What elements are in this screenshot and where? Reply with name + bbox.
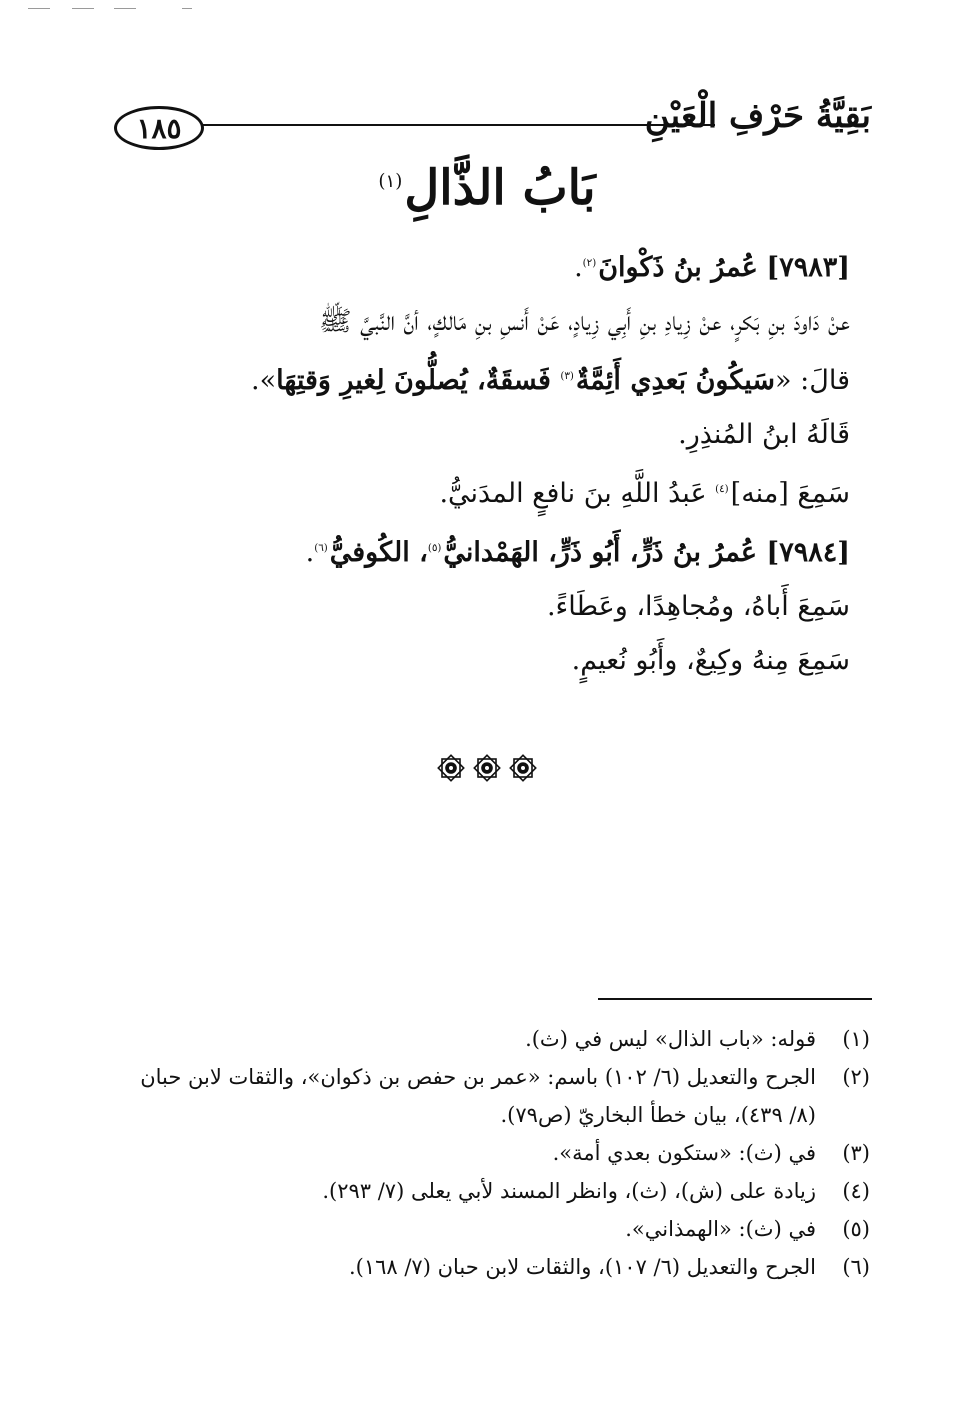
hadith-lead: قالَ: « [775,365,850,396]
chapter-heading [0,160,974,216]
entry-name: عُمرُ بنُ ذَكْوانَ [598,252,758,283]
footnote-text: قوله: «باب الذال» ليس في (ث). [525,1027,816,1051]
footnote-marker: (٣) [560,370,574,382]
hadith-end: ». [251,365,277,396]
footnote-marker: (٥) [427,542,442,554]
entry-number: [٧٩٨٣] [766,252,850,283]
rosette-ornament-icon [509,754,537,782]
footnote-text: الجرح والتعديل (٦/ ١٠٢) باسم: «عمر بن حفص بن ذكوان»، والثقات لابن حبان (٨/ ٤٣٩)، بيان خطأ البخاريّ (ص٧٩). [140,1065,816,1127]
footnote-number: (٦) [842,1255,870,1279]
entry-number: [٧٩٨٤] [766,537,850,568]
footnotes [130,1020,870,1286]
footnote-marker: (٦) [314,542,328,554]
entry-line [100,236,850,295]
entry-end-punct: . [305,537,315,568]
scan-artifact-marks [28,8,198,12]
running-header-title: بَقِيَّةُ حَرْفِ الْعَيْنِ [644,96,871,136]
heard-father-line: سَمِعَ أَباهُ، ومُجاهِدًا، وعَطَاءً. [546,591,850,622]
running-header [114,96,871,154]
rosette-ornament-icon [437,754,465,782]
footnote-marker: (٢) [582,257,597,269]
page-number-badge [114,106,204,150]
footnote-marker: (٤) [715,483,729,495]
heard-line [100,462,850,521]
footnote-item [130,1210,870,1248]
footnote-number: (٤) [842,1179,870,1203]
footnote-item [130,1134,870,1172]
entry-end-punct: . [574,252,583,283]
rosette-ornament-icon [473,754,501,782]
page-number: ١٨٥ [136,111,182,145]
entry-name: عُمرُ بنُ ذَرٍّ، أَبُو ذَرٍّ، الهَمْدانيُّ [443,537,767,568]
hadith-text-part1: سَيكُونُ بَعدِي أَئِمَّةٌ [575,365,776,396]
heard-from-line: سَمِعَ مِنهُ وكِيعٌ، وأَبُو نُعيمٍ. [571,645,850,676]
header-rule [202,124,715,126]
footnote-item [130,1058,870,1134]
footnote-text: زيادة على (ش)، (ث)، وانظر المسند لأبي يعلى (٧/ ٢٩٣). [322,1179,816,1203]
footnote-item [130,1020,870,1058]
hadith-chain-line: عنْ دَاودَ بنِ بَكرٍ، عنْ زِيادِ بنِ أَبِي زِيادٍ، عَنْ أَنسِ بنِ مَالكٍ، أنَّ النَّبيَّ ﷺ [318,306,850,337]
footnote-text: في (ث): «الهمذاني». [625,1217,816,1241]
footnote-text: الجرح والتعديل (٦/ ١٠٧)، والثقات لابن حبان (٧/ ١٦٨). [348,1255,816,1279]
footnote-number: (٣) [842,1141,870,1165]
footnote-item [130,1172,870,1210]
footnote-number: (١) [842,1027,870,1051]
said-by-line: قَالَهُ ابنُ المُنذِرِ. [678,419,850,450]
main-text [100,236,850,688]
footnote-separator [598,998,872,1000]
heard-prefix: سَمِعَ [منه] [730,478,850,509]
footnote-number: (٢) [842,1065,870,1089]
footnote-text: في (ث): «ستكون بعدي أمة». [552,1141,816,1165]
hadith-text-line [100,349,850,408]
footnote-marker: (١) [378,171,403,192]
footnote-number: (٥) [842,1217,870,1241]
footnote-item [130,1248,870,1286]
heard-rest: عَبدُ اللَّهِ بنَ نافعٍ المدَنيُّ. [439,478,716,509]
entry-name-nisba: ، الكُوفيُّ [329,537,428,568]
section-end-ornaments [0,754,974,782]
chapter-heading-text: بَابُ الذَّالِ [404,160,596,216]
entry-line [100,521,850,580]
hadith-text-part2: فَسقَةٌ، يُصلُّونَ لِغيرِ وَقتِهَا [276,365,561,396]
